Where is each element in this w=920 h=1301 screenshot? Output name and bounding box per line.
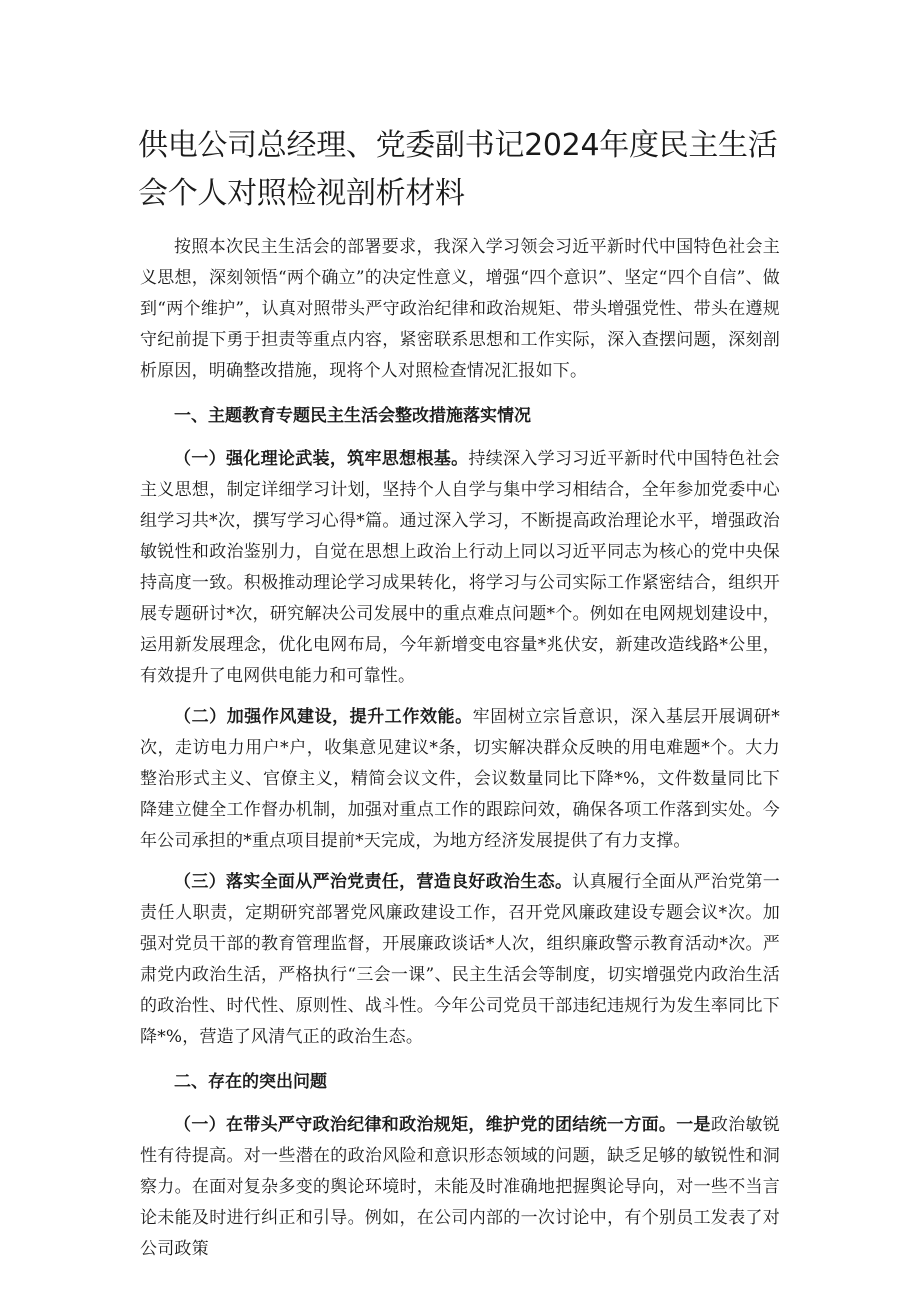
section1-item-1-text: 持续深入学习习近平新时代中国特色社会主义思想，制定详细学习计划，坚持个人自学与集中学习相结合，全年参加党委中心组学习共*次，撰写学习心得*篇。通过深入学习，不断提高政治理论水平，增强政治敏锐性和政治鉴别力，自觉在思想上政治上行动上同以习近平同志为核心的党中央保持高度一致。积极推动理论学习成果转化，将学习与公司实际工作紧密结合，组织开展专题研讨*次，研究解决公司发展中的重点难点问题*个。例如在电网规划建设中，运用新发展理念，优化电网布局，今年新增变电容量*兆伏安，新建改造线路*公里，有效提升了电网供电能力和可靠性。 [140, 449, 780, 686]
intro-paragraph: 按照本次民主生活会的部署要求，我深入学习领会习近平新时代中国特色社会主义思想，深刻领悟“两个确立”的决定性意义，增强“四个意识”、坚定“四个自信”、做到“两个维护”，认真对照带头严守政治纪律和政治规矩、带头增强党性、带头在遵规守纪前提下勇于担责等重点内容，紧密联系思想和工作实际，深入查摆问题，深刻剖析原因，明确整改措施，现将个人对照检查情况汇报如下。 [140, 237, 780, 381]
document-body [140, 232, 780, 1265]
section1-item-1 [140, 444, 780, 692]
section1-item-2-text: 牢固树立宗旨意识，深入基层开展调研*次，走访电力用户*户，收集意见建议*条，切实解决群众反映的用电难题*个。大力整治形式主义、官僚主义，精简会议文件，会议数量同比下降*%，文件数量同比下降建立健全工作督办机制，加强对重点工作的跟踪问效，确保各项工作落到实处。今年公司承担的*重点项目提前*天完成，为地方经济发展提供了有力支撑。 [140, 707, 780, 851]
section2-item-1-text: 政治敏锐性有待提高。对一些潜在的政治风险和意识形态领域的问题，缺乏足够的敏锐性和洞察力。在面对复杂多变的舆论环境时，未能及时准确地把握舆论导向，对一些不当言论未能及时进行纠正和引导。例如，在公司内部的一次讨论中，有个别员工发表了对公司政策 [140, 1115, 780, 1259]
section2-item-1 [140, 1110, 780, 1265]
section-heading-1: 一、主题教育专题民主生活会整改措施落实情况 [174, 406, 531, 426]
document-title: 供电公司总经理、党委副书记2024年度民主生活会个人对照检视剖析材料 [138, 128, 778, 211]
section1-item-2-lead: （二）加强作风建设，提升工作效能。 [174, 707, 473, 727]
section-heading-2: 二、存在的突出问题 [174, 1072, 327, 1092]
section1-item-3-text: 认真履行全面从严治党第一责任人职责，定期研究部署党风廉政建设工作，召开党风廉政建设专题会议*次。加强对党员干部的教育管理监督，开展廉政谈话*人次，组织廉政警示教育活动*次。严肃党内政治生活，严格执行“三会一课”、民主生活会等制度，切实增强党内政治生活的政治性、时代性、原则性、战斗性。今年公司党员干部违纪违规行为发生率同比下降*%，营造了风清气正的政治生态。 [140, 872, 780, 1047]
section1-item-3-lead: （三）落实全面从严治党责任，营造良好政治生态。 [174, 872, 573, 892]
section1-item-3 [140, 867, 780, 1053]
section1-item-2 [140, 702, 780, 857]
section2-item-1-lead: （一）在带头严守政治纪律和政治规矩，维护党的团结统一方面。一是 [174, 1115, 711, 1135]
section1-item-1-lead: （一）强化理论武装，筑牢思想根基。 [174, 449, 469, 469]
